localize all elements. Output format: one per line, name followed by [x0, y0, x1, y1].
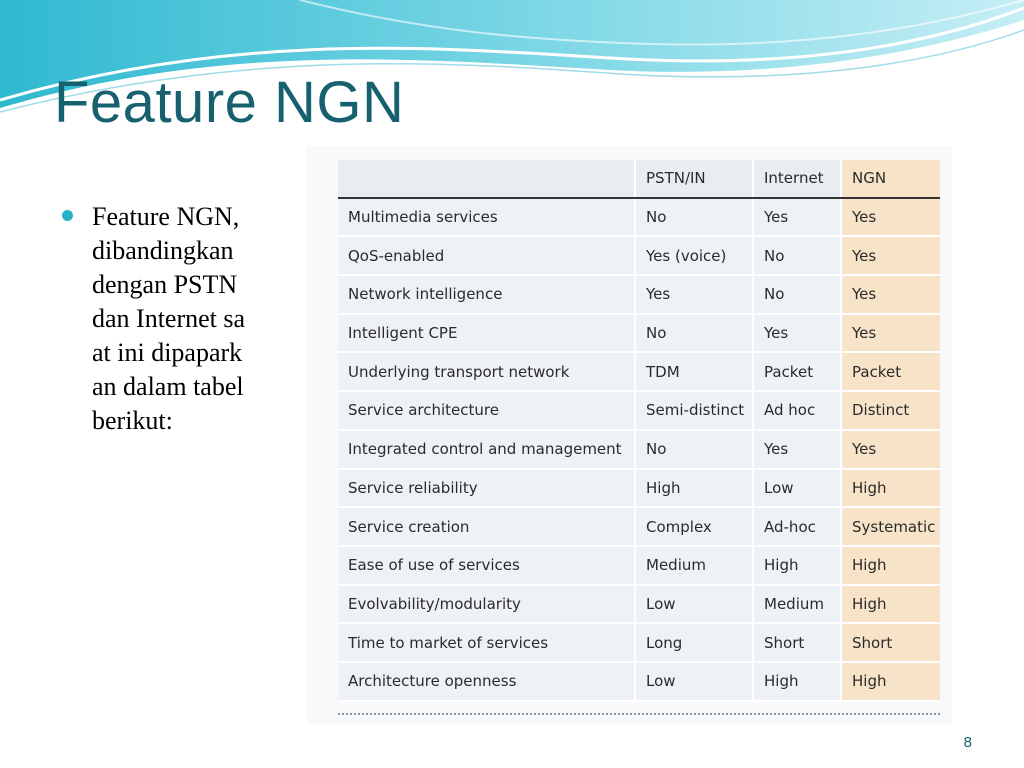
pstn-cell: Low [635, 662, 753, 701]
pstn-cell: No [635, 314, 753, 353]
pstn-cell: Yes (voice) [635, 236, 753, 275]
internet-cell: Short [753, 623, 841, 662]
internet-cell: No [753, 236, 841, 275]
table-row [338, 198, 940, 237]
header-ngn: NGN [841, 160, 940, 198]
pstn-cell: TDM [635, 352, 753, 391]
ngn-cell: High [841, 546, 940, 585]
pstn-cell: No [635, 430, 753, 469]
bullet-list-item [62, 200, 252, 438]
table-row [338, 507, 940, 546]
internet-cell: No [753, 275, 841, 314]
pstn-cell: Medium [635, 546, 753, 585]
pstn-cell: No [635, 198, 753, 237]
internet-cell: Ad-hoc [753, 507, 841, 546]
comparison-table-image [306, 146, 952, 724]
ngn-cell: Yes [841, 198, 940, 237]
pstn-cell: Low [635, 585, 753, 624]
feature-cell: Architecture openness [338, 662, 635, 701]
feature-cell: Intelligent CPE [338, 314, 635, 353]
header-internet: Internet [753, 160, 841, 198]
ngn-cell: High [841, 585, 940, 624]
feature-cell: Service architecture [338, 391, 635, 430]
table-row [338, 391, 940, 430]
internet-cell: Ad hoc [753, 391, 841, 430]
pstn-cell: Yes [635, 275, 753, 314]
internet-cell: Packet [753, 352, 841, 391]
ngn-cell: Short [841, 623, 940, 662]
page-number: 8 [963, 734, 972, 751]
ngn-cell: Yes [841, 314, 940, 353]
table-row [338, 469, 940, 508]
feature-comparison-table [338, 160, 940, 702]
table-row [338, 585, 940, 624]
table-row [338, 314, 940, 353]
feature-cell: Ease of use of services [338, 546, 635, 585]
feature-cell: Time to market of services [338, 623, 635, 662]
table-header-row [338, 160, 940, 198]
feature-cell: Underlying transport network [338, 352, 635, 391]
pstn-cell: High [635, 469, 753, 508]
ngn-cell: High [841, 469, 940, 508]
internet-cell: Yes [753, 198, 841, 237]
internet-cell: Yes [753, 430, 841, 469]
table-row [338, 623, 940, 662]
feature-cell: Service reliability [338, 469, 635, 508]
feature-cell: Multimedia services [338, 198, 635, 237]
ngn-cell: Yes [841, 236, 940, 275]
ngn-cell: Packet [841, 352, 940, 391]
ngn-cell: Systematic [841, 507, 940, 546]
internet-cell: High [753, 546, 841, 585]
feature-cell: Evolvability/modularity [338, 585, 635, 624]
page-title: Feature NGN [54, 70, 405, 135]
table-row [338, 236, 940, 275]
table-row [338, 430, 940, 469]
internet-cell: Low [753, 469, 841, 508]
pstn-cell: Long [635, 623, 753, 662]
table-caption-cutoff [338, 713, 940, 720]
internet-cell: Medium [753, 585, 841, 624]
feature-cell: Service creation [338, 507, 635, 546]
ngn-cell: High [841, 662, 940, 701]
ngn-cell: Yes [841, 430, 940, 469]
pstn-cell: Semi-distinct [635, 391, 753, 430]
feature-cell: QoS-enabled [338, 236, 635, 275]
internet-cell: Yes [753, 314, 841, 353]
header-pstn-in: PSTN/IN [635, 160, 753, 198]
ngn-cell: Distinct [841, 391, 940, 430]
bullet-dot-icon [62, 210, 73, 221]
pstn-cell: Complex [635, 507, 753, 546]
internet-cell: High [753, 662, 841, 701]
ngn-cell: Yes [841, 275, 940, 314]
table-row [338, 275, 940, 314]
bullet-text: Feature NGN, dibandingkan dengan PSTN dan Internet saat ini dipaparkan dalam tabel berikut: [92, 202, 246, 435]
table-row [338, 352, 940, 391]
feature-cell: Network intelligence [338, 275, 635, 314]
header-feature [338, 160, 635, 198]
table-row [338, 662, 940, 701]
table-row [338, 546, 940, 585]
feature-cell: Integrated control and management [338, 430, 635, 469]
